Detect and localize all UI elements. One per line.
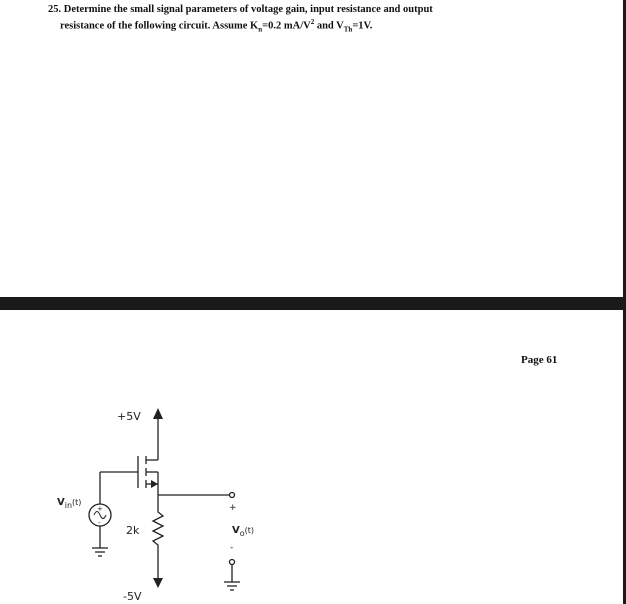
vo-sub: o bbox=[239, 529, 245, 538]
vss-label: -5V bbox=[123, 590, 142, 603]
document-page-top bbox=[0, 0, 626, 297]
vth-subscript: Th bbox=[343, 25, 353, 34]
question-line-2 bbox=[48, 16, 568, 36]
resistor-2k bbox=[153, 495, 163, 580]
vin-t: (t) bbox=[72, 498, 82, 507]
question-text bbox=[48, 4, 568, 36]
page-separator bbox=[0, 297, 626, 310]
output-minus-sign: - bbox=[230, 543, 234, 553]
resistor-label: 2k bbox=[126, 524, 140, 537]
question-line-2-prefix: resistance of the following circuit. Assume K bbox=[60, 20, 259, 32]
vo-label bbox=[232, 525, 254, 538]
vss-arrow-icon bbox=[153, 578, 163, 588]
vin-main: V bbox=[57, 497, 65, 508]
output-plus-sign: + bbox=[229, 503, 237, 513]
source-arrow-icon bbox=[151, 480, 158, 488]
kn-subscript: n bbox=[258, 25, 263, 34]
vth-value: =1V. bbox=[352, 20, 373, 32]
vdd-label: +5V bbox=[117, 410, 141, 423]
circuit-diagram bbox=[0, 390, 626, 604]
vo-main: V bbox=[232, 525, 240, 536]
and-text: and V bbox=[314, 20, 344, 32]
output-terminal-bottom bbox=[230, 560, 235, 565]
kn-exponent: 2 bbox=[310, 18, 315, 26]
vin-label bbox=[57, 497, 81, 510]
source-plus-sign: + bbox=[97, 505, 103, 513]
vo-t: (t) bbox=[244, 526, 255, 535]
question-line-1: 25. Determine the small signal parameters of voltage gain, input resistance and output bbox=[48, 4, 433, 15]
page-number: Page 61 bbox=[521, 354, 558, 366]
vin-sub: in bbox=[64, 501, 73, 510]
kn-value: =0.2 mA/V bbox=[262, 20, 311, 32]
source-minus-sign: - bbox=[98, 519, 101, 527]
output-terminal-top bbox=[230, 493, 235, 498]
vdd-arrow-icon bbox=[153, 408, 163, 419]
